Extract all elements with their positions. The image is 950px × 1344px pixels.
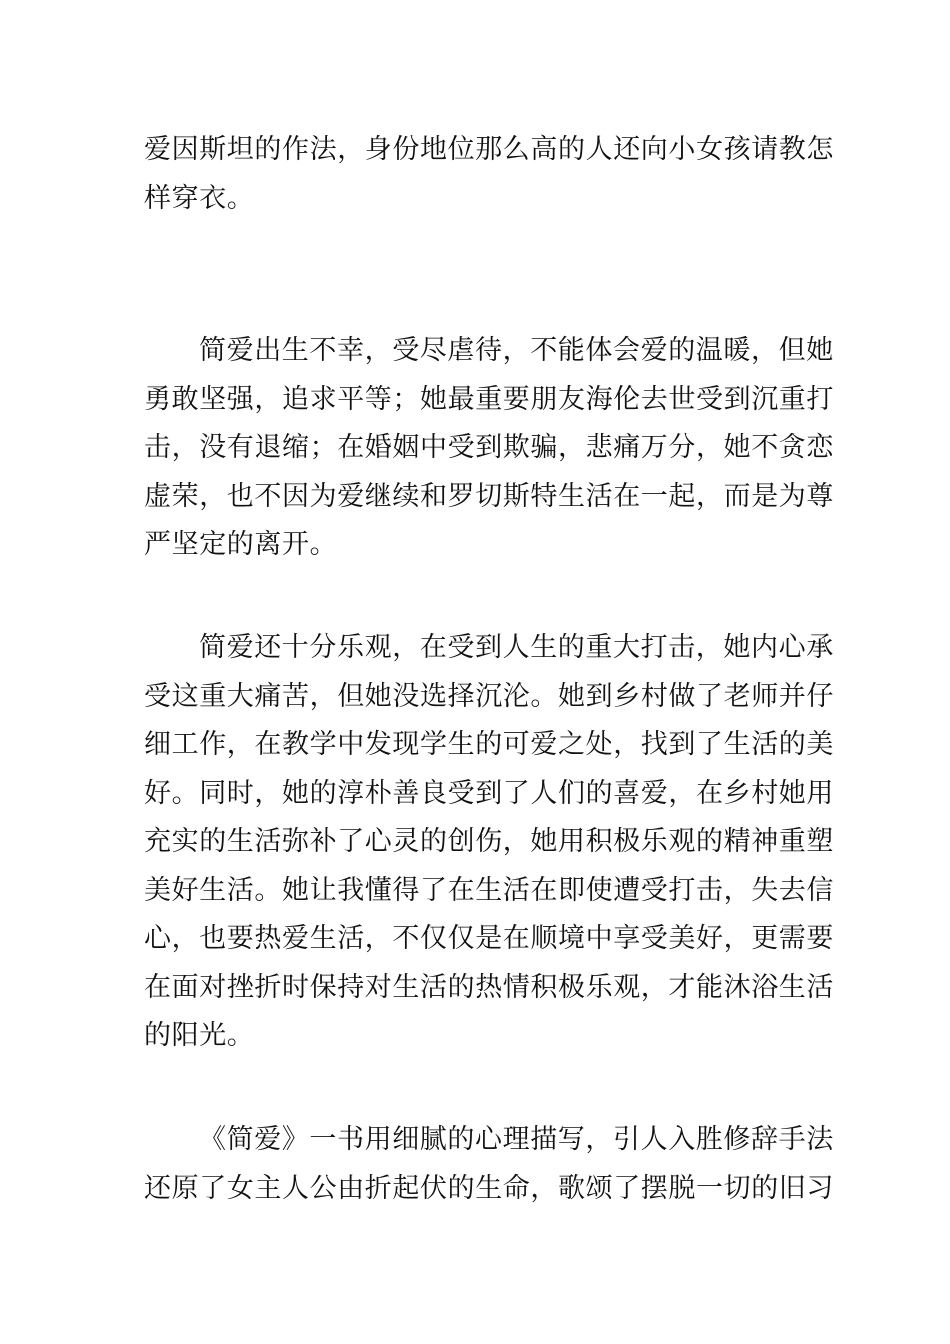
text-line: 受这重大痛苦，但她没选择沉沦。她到乡村做了老师并仔	[144, 680, 834, 712]
paragraph	[144, 624, 834, 1061]
text-line: 爱因斯坦的作法，身份地位那么高的人还向小女孩请教怎	[144, 134, 834, 165]
text-line: 击，没有退缩；在婚姻中受到欺骗，悲痛万分，她不贪恋	[144, 432, 834, 463]
text-line: 简爱还十分乐观，在受到人生的重大打击，她内心承	[199, 632, 834, 663]
text-line: 充实的生活弥补了心灵的创伤，她用积极乐观的精神重塑	[144, 826, 834, 857]
text-line: 简爱出生不幸，受尽虐待，不能体会爱的温暖，但她	[199, 335, 834, 366]
text-line: 《简爱》一书用细腻的心理描写，引人入胜修辞手法	[199, 1124, 834, 1155]
text-line: 样穿衣。	[144, 182, 255, 214]
text-line: 虚荣，也不因为爱继续和罗切斯特生活在一起，而是为尊	[144, 480, 834, 512]
text-line: 美好生活。她让我懂得了在生活在即使遭受打击，失去信	[144, 874, 834, 906]
paragraph	[144, 1116, 834, 1213]
text-line: 的阳光。	[144, 1020, 255, 1051]
text-line: 在面对挫折时保持对生活的热情积极乐观，才能沐浴生活	[144, 971, 834, 1003]
text-line: 好。同时，她的淳朴善良受到了人们的喜爱，在乡村她用	[144, 777, 834, 809]
text-line: 细工作，在教学中发现学生的可爱之处，找到了生活的美	[144, 729, 834, 760]
text-line: 严坚定的离开。	[144, 529, 338, 560]
text-line: 勇敢坚强，追求平等；她最重要朋友海伦去世受到沉重打	[144, 383, 834, 415]
paragraph-continuation	[144, 126, 834, 223]
paragraph	[144, 327, 834, 570]
text-line: 心，也要热爱生活，不仅仅是在顺境中享受美好，更需要	[144, 923, 834, 954]
text-line: 还原了女主人公由折起伏的生命，歌颂了摆脱一切的旧习	[144, 1172, 834, 1204]
